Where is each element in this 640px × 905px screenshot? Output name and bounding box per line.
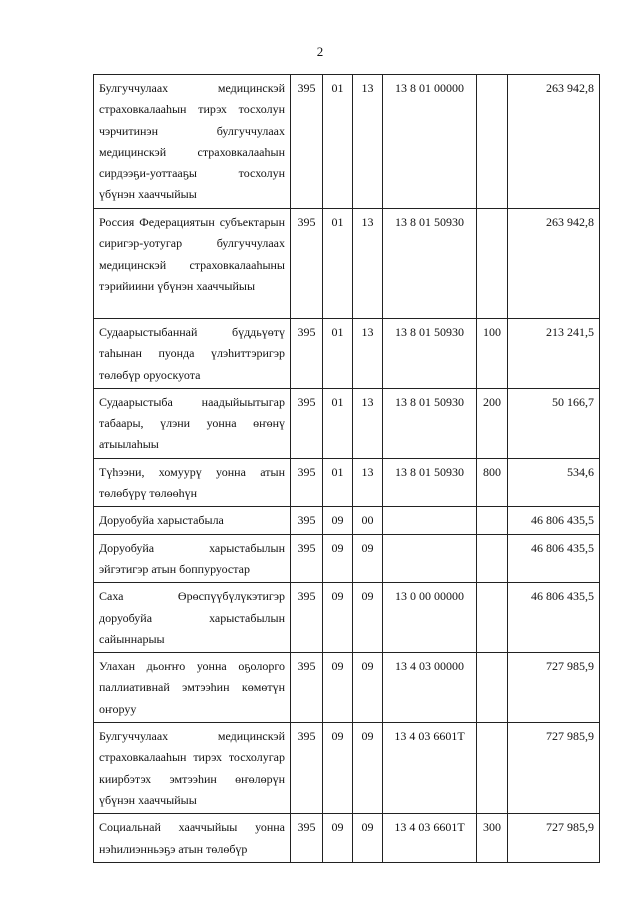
row-name: Судаарыстыба наадыйыытыгар табаары, үлэни уонна өҥөнү атыылаһыы [94,388,291,458]
table-row [94,653,600,723]
row-section: 09 [323,507,353,534]
table-row [94,388,600,458]
row-section: 01 [323,209,353,319]
row-expense: 300 [477,814,508,863]
row-target: 13 4 03 6601Т [383,814,477,863]
row-expense [477,723,508,814]
row-amount: 213 241,5 [508,319,600,389]
row-amount: 727 985,9 [508,814,600,863]
row-expense [477,209,508,319]
row-code: 395 [291,653,323,723]
row-expense: 200 [477,388,508,458]
row-section: 09 [323,583,353,653]
row-amount: 727 985,9 [508,653,600,723]
row-section: 09 [323,653,353,723]
row-subsection: 09 [353,583,383,653]
row-section: 01 [323,319,353,389]
row-expense [477,75,508,209]
row-amount: 46 806 435,5 [508,507,600,534]
row-target: 13 8 01 00000 [383,75,477,209]
row-amount: 534,6 [508,458,600,507]
row-subsection: 13 [353,209,383,319]
row-target: 13 4 03 6601Т [383,723,477,814]
row-amount: 727 985,9 [508,723,600,814]
row-amount: 50 166,7 [508,388,600,458]
table-row [94,534,600,583]
row-name: Булгуччулаах медицинскэй страховкалааһын тирэх тосхолун чэрчитинэн булгуччулаах медицинскэй страховкалааһын сирдээҕи-уоттааҕы тосхолун үбүнэн хааччыйыы [94,75,291,209]
row-amount: 46 806 435,5 [508,583,600,653]
row-amount: 46 806 435,5 [508,534,600,583]
budget-table [93,74,600,863]
row-subsection: 13 [353,75,383,209]
table-row [94,583,600,653]
row-expense [477,583,508,653]
row-target: 13 4 03 00000 [383,653,477,723]
table-row [94,75,600,209]
row-code: 395 [291,209,323,319]
row-name: Судаарыстыбаннай бүддьүөтү таһынан пуонда үлэһиттэригэр төлөбүр оруоскуота [94,319,291,389]
row-subsection: 13 [353,458,383,507]
row-code: 395 [291,319,323,389]
row-section: 09 [323,723,353,814]
row-code: 395 [291,507,323,534]
row-name: Булгуччулаах медицинскэй страховкалааһын тирэх тосхолугар киирбэтэх эмтээһин өҥөлөрүн үбүнэн хааччыйыы [94,723,291,814]
row-code: 395 [291,534,323,583]
table-row [94,814,600,863]
row-code: 395 [291,583,323,653]
row-code: 395 [291,388,323,458]
row-target [383,534,477,583]
page-number: 2 [316,44,324,59]
row-name: Доруобуйа харыстабылын эйгэтигэр атын боппуруостар [94,534,291,583]
row-target: 13 8 01 50930 [383,319,477,389]
row-code: 395 [291,723,323,814]
row-name: Саха Өрөспүүбүлүкэтигэр доруобуйа харыстабылын сайыннарыы [94,583,291,653]
row-subsection: 09 [353,534,383,583]
row-name: Улахан дьоҥҥо уонна оҕолорго паллиативнай эмтээһин көмөтүн оҥоруу [94,653,291,723]
row-section: 01 [323,388,353,458]
row-name: Түһээни, хомуурү уонна атын төлөбүрү төлөөһүн [94,458,291,507]
row-expense [477,507,508,534]
row-target: 13 8 01 50930 [383,388,477,458]
row-amount: 263 942,8 [508,209,600,319]
table-row [94,507,600,534]
table-row [94,209,600,319]
row-subsection: 09 [353,723,383,814]
row-expense: 800 [477,458,508,507]
row-expense [477,653,508,723]
row-section: 01 [323,75,353,209]
row-target [383,507,477,534]
table-row [94,319,600,389]
row-code: 395 [291,814,323,863]
row-subsection: 13 [353,388,383,458]
row-subsection: 13 [353,319,383,389]
row-amount: 263 942,8 [508,75,600,209]
row-section: 09 [323,534,353,583]
row-target: 13 8 01 50930 [383,209,477,319]
row-subsection: 09 [353,653,383,723]
row-subsection: 00 [353,507,383,534]
row-section: 09 [323,814,353,863]
table-row [94,458,600,507]
row-expense: 100 [477,319,508,389]
row-code: 395 [291,458,323,507]
row-expense [477,534,508,583]
table-row [94,723,600,814]
row-code: 395 [291,75,323,209]
row-target: 13 8 01 50930 [383,458,477,507]
row-name: Доруобуйа харыстабыла [94,507,291,534]
row-name: Россия Федерациятын субъектарын сиригэр-уотугар булгуччулаах медицинскэй страховкалааһыны тэрийиини үбүнэн хааччыйыы [94,209,291,319]
row-subsection: 09 [353,814,383,863]
row-target: 13 0 00 00000 [383,583,477,653]
row-name: Социальнай хааччыйыы уонна нэһилиэнньэҕэ атын төлөбүр [94,814,291,863]
row-section: 01 [323,458,353,507]
